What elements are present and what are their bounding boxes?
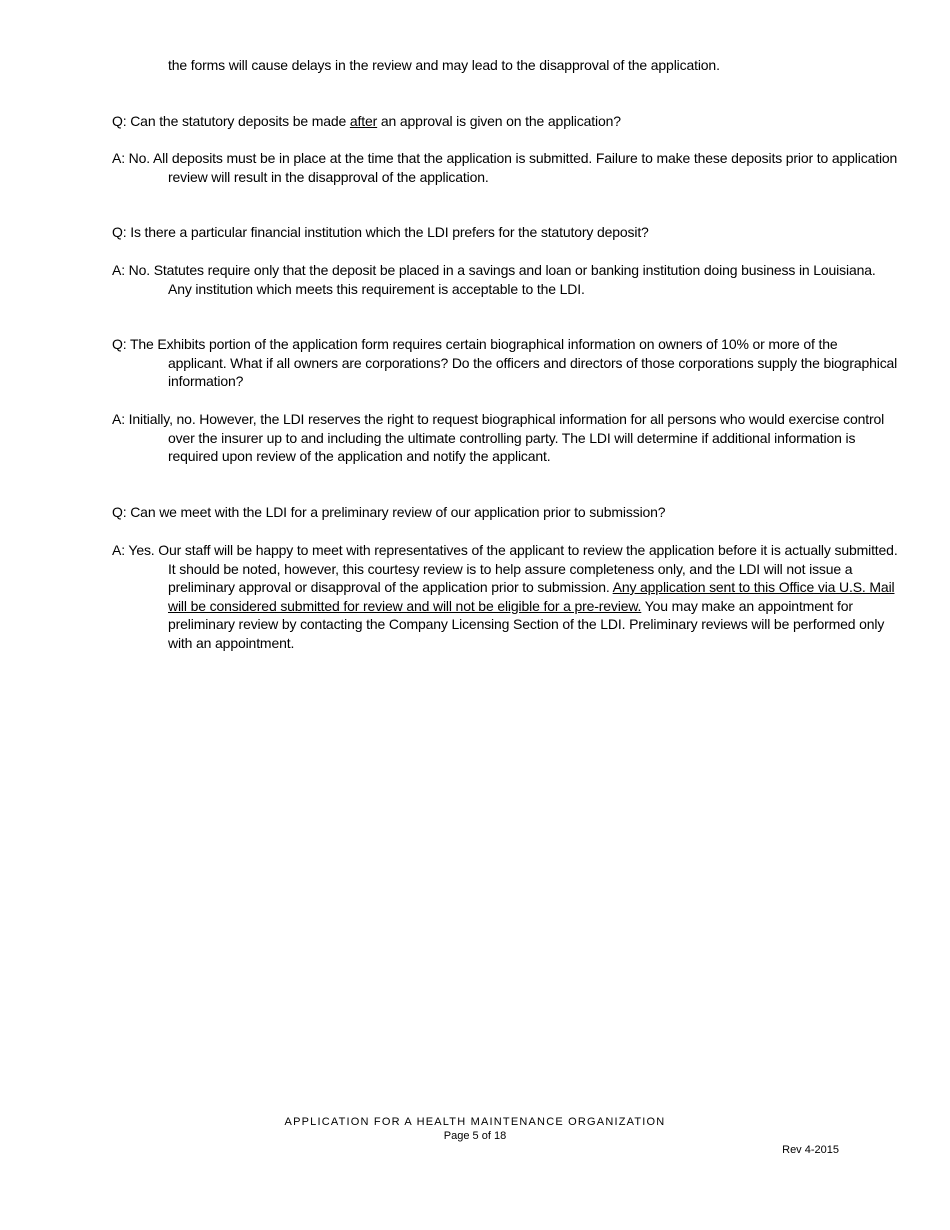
question-financial-institution: Q: Is there a particular financial institution which the LDI prefers for the statutory deposit?	[112, 224, 649, 240]
answer-statutory-deposit-timing: A: No. All deposits must be in place at the time that the application is submitted. Failure to make these deposits prior to application review will result in the disapproval of the application.	[112, 150, 898, 185]
answer-text: A: Yes. Our staff will be happy to meet with representatives of the applicant to review the application before it is actually submitted. It should be noted, however, this courtesy review is to help assure completeness only, and the LDI will not issue a preliminary approval or disapproval of the application prior to submission.	[112, 542, 898, 595]
question-text: Q: Can the statutory deposits be made	[112, 113, 350, 129]
revision-label: Rev 4-2015	[782, 1144, 839, 1156]
underlined-word: after	[349, 113, 378, 129]
page-number: Page 5 of 18	[443, 1130, 507, 1142]
answer-financial-institution: A: No. Statutes require only that the deposit be placed in a savings and loan or banking institution doing business in Louisiana. Any institution which meets this requirement is acceptable to the LDI.	[112, 262, 876, 297]
continued-answer-text: the forms will cause delays in the review and may lead to the disapproval of the application.	[168, 57, 720, 73]
answer-biographical-information: A: Initially, no. However, the LDI reserves the right to request biographical information for all persons who would exercise control over the insurer up to and including the ultimate controlling party. The LDI will determine if additional information is required upon review of the application and notify the applicant.	[112, 411, 885, 464]
question-preliminary-review: Q: Can we meet with the LDI for a preliminary review of our application prior to submission?	[112, 504, 666, 520]
question-statutory-deposit-timing	[112, 112, 898, 131]
footer-title: APPLICATION FOR A HEALTH MAINTENANCE ORGANIZATION	[284, 1116, 666, 1128]
answer-text-end: You may make an appointment for preliminary review by contacting the Company Licensing Section of the LDI. Preliminary reviews will be performed only with an appointment.	[168, 597, 885, 651]
question-biographical-information: Q: The Exhibits portion of the application form requires certain biographical information on owners of 10% or more of the applicant. What if all owners are corporations? Do the officers and directors of those corporations supply the biographical information?	[112, 336, 898, 389]
underlined-statement: Any application sent to this Office via U.S. Mail will be considered submitted for review and will not be eligible for a pre-review.	[168, 579, 895, 614]
question-text-end: an approval is given on the application?	[377, 113, 621, 129]
answer-preliminary-review	[112, 541, 898, 652]
